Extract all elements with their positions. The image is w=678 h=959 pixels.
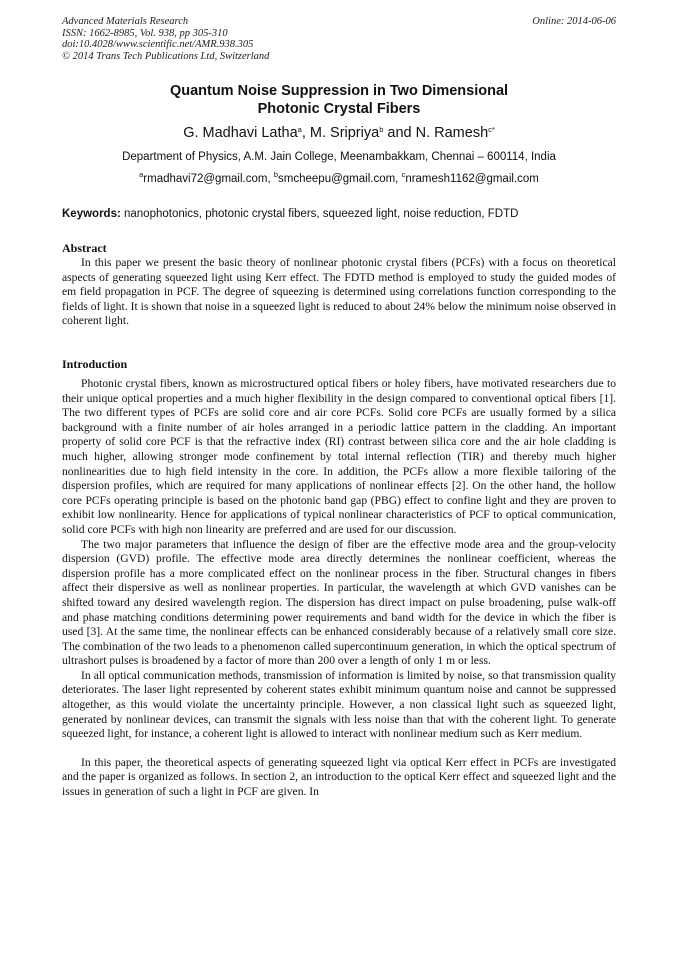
doi-line: doi:10.4028/www.scientific.net/AMR.938.305 bbox=[62, 39, 254, 51]
copyright-line: © 2014 Trans Tech Publications Ltd, Switzerland bbox=[62, 50, 270, 62]
journal-name: Advanced Materials Research bbox=[62, 16, 189, 27]
email-b-mark: b bbox=[273, 170, 279, 179]
issn-line: ISSN: 1662-8985, Vol. 938, pp 305-310 bbox=[62, 27, 228, 39]
journal-header bbox=[62, 16, 269, 62]
keywords-text: nanophotonics, photonic crystal fibers, squeezed light, noise reduction, FDTD bbox=[120, 208, 519, 220]
author-3-affil-mark: c* bbox=[488, 125, 495, 134]
paper-title bbox=[0, 82, 678, 118]
online-date: Online: 2014-06-06 bbox=[532, 16, 616, 27]
author-separator: , bbox=[301, 125, 310, 141]
email-a: rmadhavi72@gmail.com, bbox=[143, 173, 274, 185]
title-line-1: Quantum Noise Suppression in Two Dimensional bbox=[169, 83, 509, 99]
intro-paragraph-1: Photonic crystal fibers, known as microstructured optical fibers or holey fibers, have motivated researchers due to their unique optical properties and a much higher flexibility in the design compared to conventional optical fibers [1]. The two different types of PCFs are solid core and air core PCFs. Solid core PCFs are usually formed by a silica background with a finite number of air holes arranged in a periodic lattice pattern in the cladding. An important property of solid core PCF is that the refractive index (RI) contrast between silica core and the air hole cladding is much higher, allowing stronger mode confinement by total internal reflection (TIR) and thereby much higher nonlinearities due to high field intensity in the core. In addition, the PCFs allow a more flexible tailoring of the dispersion profiles, which are required for many applications of nonlinear effects [2]. On the other hand, the hollow core PCFs operating principle is based on the photonic band gap (PBG) effect to confine light and they are proven to exhibit low nonlinearity. Hence for applications of typical nonlinear characteristics of PCF to optical communication, solid core PCFs with high non linearity are preferred and are used for our discussion. bbox=[62, 377, 616, 536]
introduction-body bbox=[62, 377, 616, 800]
abstract-body bbox=[62, 256, 616, 329]
introduction-heading: Introduction bbox=[62, 357, 128, 371]
author-1: G. Madhavi Latha bbox=[183, 125, 298, 141]
abstract-heading: Abstract bbox=[62, 241, 107, 255]
email-a-mark: a bbox=[139, 170, 144, 179]
title-line-2: Photonic Crystal Fibers bbox=[257, 101, 421, 117]
intro-paragraph-2: The two major parameters that influence the design of fiber are the effective mode area and the group-velocity dispersion (GVD) profile. The effective mode area directly determines the nonlinear coefficient, whereas the dispersion profile has a more complicated effect on the nonlinear process in the fiber. Structural changes in fibers affect their dispersive as well as nonlinear properties. In particular, the wavelength at which GVD vanishes can be shifted toward any desired wavelength region. The dispersion has direct impact on pulse broadening, pulse walk-off and phase matching conditions determining power requirements and band width for the device in which the fiber is used [3]. At the same time, the nonlinear effects can be enhanced considerably because of a relatively small core size. The combination of the two leads to a phenomenon called supercontinuum generation, in which the optical spectrum of ultrashort pulses is broadened by a factor of more than 200 over a length of only 1 m or less. bbox=[62, 537, 616, 668]
affiliation: Department of Physics, A.M. Jain College, Meenambakkam, Chennai – 600114, India bbox=[122, 151, 556, 163]
author-2: M. Sripriya bbox=[309, 125, 380, 141]
email-c-mark: c bbox=[401, 170, 406, 179]
intro-paragraph-4: In this paper, the theoretical aspects of generating squeezed light via optical Kerr effect in PCFs are investigated and the paper is organized as follows. In section 2, an introduction to the optical Kerr effect and squeezed light and the issues in generation of such a light in PCF are given. In bbox=[62, 755, 616, 799]
author-1-affil-mark: a bbox=[297, 125, 302, 134]
email-c: nramesh1162@gmail.com bbox=[405, 173, 539, 185]
intro-paragraph-3: In all optical communication methods, transmission of information is limited by noise, so that transmission quality deteriorates. The laser light represented by coherent states exhibit minimum quantum noise and cannot be suppressed altogether, as this would violate the uncertainty principle. However, a non classical light such as squeezed light, generated by nonlinear devices, can transmit the signals with less noise than that with the coherent light. To generate squeezed light, for instance, a coherent light is allowed to interact with nonlinear medium such as Kerr medium. bbox=[62, 668, 616, 741]
author-emails bbox=[0, 172, 678, 186]
keywords bbox=[62, 207, 616, 221]
author-conjunction: and bbox=[383, 125, 416, 141]
email-b: smcheepu@gmail.com, bbox=[278, 173, 402, 185]
author-3: N. Ramesh bbox=[415, 125, 489, 141]
author-list bbox=[0, 124, 678, 142]
abstract-text: In this paper we present the basic theory of nonlinear photonic crystal fibers (PCFs) with a focus on theoretical aspects of generating squeezed light using Kerr effect. The FDTD method is employed to study the guided modes of em field propagation in PCF. The degree of squeezing is determined using correlations function corresponding to the fields of light. It is shown that noise in a squeezed light is reduced to about 24% below the minimum noise observed in coherent light. bbox=[62, 256, 616, 328]
author-2-affil-mark: b bbox=[379, 125, 384, 134]
keywords-label: Keywords: bbox=[62, 208, 121, 220]
